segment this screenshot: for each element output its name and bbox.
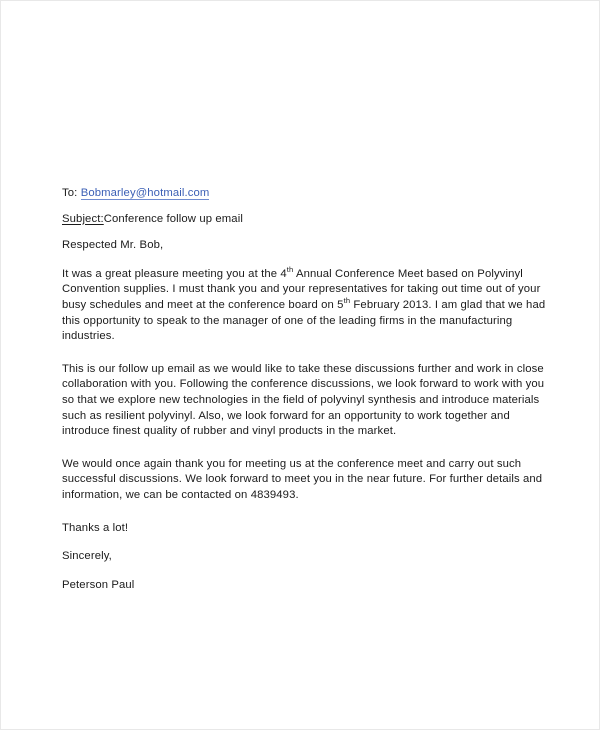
ordinal-suffix-5th: th (343, 296, 351, 306)
letter-body (62, 186, 546, 593)
thanks-line: Thanks a lot! (62, 521, 129, 534)
body-paragraph-1 (62, 267, 546, 345)
body-paragraph-2: This is our follow up email as we would like to take these discussions further and work in close collaboration with you. Following the conference discussions, we look forward to work with you so that we explore new technologies in the field of polyvinyl synthesis and introduce materials such as resilient polyvinyl. Also, we look forward for an opportunity to work together and introduce finest quality of rubber and vinyl products in the market. (62, 362, 545, 438)
sender-name: Peterson Paul (62, 578, 135, 591)
to-label: To: (62, 187, 78, 199)
salutation: Respected Mr. Bob, (62, 239, 164, 252)
ordinal-suffix-4th: th (286, 265, 294, 275)
subject-line (62, 212, 546, 228)
subject-value: Conference follow up email (103, 212, 243, 225)
paragraph-1-segment-3: February 2013. I am glad that we had this opportunity to speak to the manager of one of the leading firms in the manufacturing industries. (62, 298, 546, 343)
recipient-email-text: Bobmarley@hotmail.com (80, 187, 210, 199)
paragraph-1-segment-1: It was a great pleasure meeting you at the 4 (62, 267, 287, 280)
body-paragraph-3: We would once again thank you for meeting us at the conference meet and carry out such successful discussions. We look forward to meet you in the near future. For further details and information, we can be contacted on 4839493. (62, 457, 543, 501)
subject-label: Subject: (62, 212, 104, 225)
paragraph-1-segment-2: Annual Conference Meet based on Polyvinyl Convention supplies. I must thank you and your representatives for taking out time out of your busy schedules and meet at the conference board on 5 (62, 267, 541, 311)
valediction-line: Sincerely, (62, 550, 112, 563)
recipient-line (62, 186, 546, 202)
recipient-email-link[interactable] (81, 187, 210, 200)
